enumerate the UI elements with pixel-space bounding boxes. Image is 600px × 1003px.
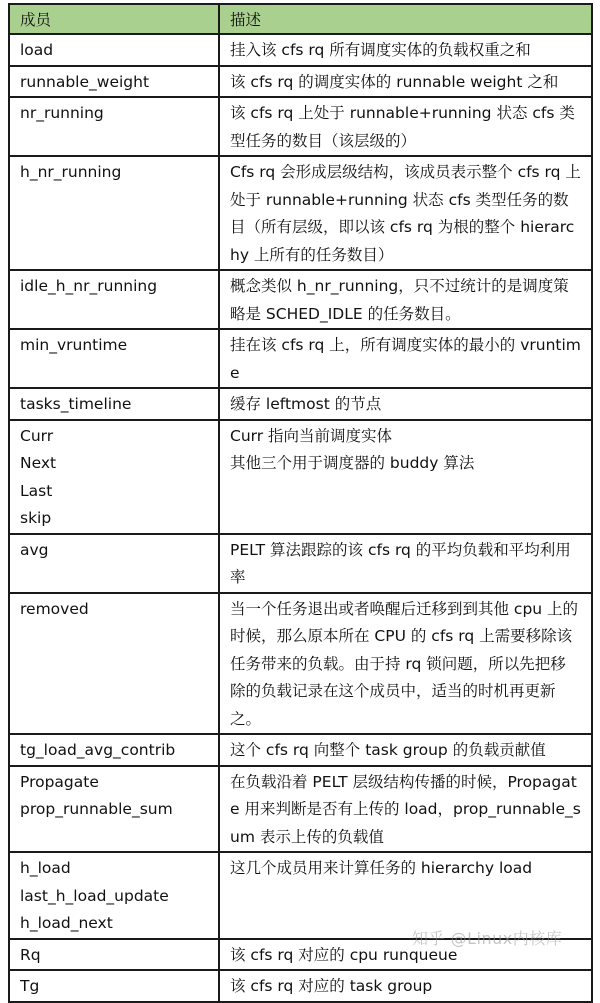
- member-cell: Tg: [9, 970, 219, 1002]
- table-row: [9, 66, 592, 98]
- member-cell: removed: [9, 593, 219, 735]
- table-row: [9, 420, 592, 534]
- table-row: [9, 270, 592, 329]
- member-cell: tasks_timeline: [9, 388, 219, 420]
- table-row: [9, 34, 592, 66]
- description-cell: 这个 cfs rq 向整个 task group 的负载贡献值: [219, 734, 592, 766]
- description-cell: 当一个任务退出或者唤醒后迁移到到其他 cpu 上的时候，那么原本所在 CPU 的 cfs rq 上需要移除该任务带来的负载。由于持 rq 锁问题，所以先把移除的负载记录在这个成员中，适当的时机再更新之。: [219, 593, 592, 735]
- table-row: [9, 156, 592, 270]
- member-cell: Curr Next Last skip: [9, 420, 219, 534]
- description-cell: Curr 指向当前调度实体 其他三个用于调度器的 buddy 算法: [219, 420, 592, 534]
- member-cell: load: [9, 34, 219, 66]
- member-cell: idle_h_nr_running: [9, 270, 219, 329]
- description-cell: Cfs rq 会形成层级结构，该成员表示整个 cfs rq 上处于 runnable+running 状态 cfs 类型任务的数目（所有层级，即以该 cfs rq 为根的整个 hierarchy 上所有的任务数目）: [219, 156, 592, 270]
- description-cell: 该 cfs rq 上处于 runnable+running 状态 cfs 类型任务的数目（该层级的）: [219, 97, 592, 156]
- member-cell: Propagate prop_runnable_sum: [9, 766, 219, 853]
- table-row: [9, 97, 592, 156]
- zhihu-watermark: 知乎 @Linux内核库: [412, 929, 563, 948]
- table-row: [9, 766, 592, 853]
- table-header-row: [9, 4, 592, 34]
- table-row: [9, 939, 592, 971]
- header-description: 描述: [219, 4, 592, 34]
- member-cell: nr_running: [9, 97, 219, 156]
- description-cell: 缓存 leftmost 的节点: [219, 388, 592, 420]
- description-cell: PELT 算法跟踪的该 cfs rq 的平均负载和平均利用率: [219, 534, 592, 593]
- description-cell: 该 cfs rq 对应的 task group: [219, 970, 592, 1002]
- cfs-rq-members-table: [8, 3, 593, 1003]
- table-row: [9, 329, 592, 388]
- description-cell: 这几个成员用来计算任务的 hierarchy load: [219, 852, 592, 939]
- table-row: [9, 734, 592, 766]
- description-cell: 概念类似 h_nr_running，只不过统计的是调度策略是 SCHED_IDLE 的任务数目。: [219, 270, 592, 329]
- description-cell: 挂在该 cfs rq 上，所有调度实体的最小的 vruntime: [219, 329, 592, 388]
- description-cell: 该 cfs rq 的调度实体的 runnable weight 之和: [219, 66, 592, 98]
- description-cell: 挂入该 cfs rq 所有调度实体的负载权重之和: [219, 34, 592, 66]
- table-row: [9, 852, 592, 939]
- description-cell: 在负载沿着 PELT 层级结构传播的时候，Propagate 用来判断是否有上传的 load，prop_runnable_sum 表示上传的负载值: [219, 766, 592, 853]
- member-cell: Rq: [9, 939, 219, 971]
- table-row: [9, 534, 592, 593]
- member-cell: h_load last_h_load_update h_load_next: [9, 852, 219, 939]
- member-cell: tg_load_avg_contrib: [9, 734, 219, 766]
- header-member: 成员: [9, 4, 219, 34]
- table-row: [9, 593, 592, 735]
- member-cell: runnable_weight: [9, 66, 219, 98]
- member-cell: avg: [9, 534, 219, 593]
- table-row: [9, 970, 592, 1002]
- description-cell: 该 cfs rq 对应的 cpu runqueue: [219, 939, 592, 971]
- member-cell: h_nr_running: [9, 156, 219, 270]
- member-cell: min_vruntime: [9, 329, 219, 388]
- table-row: [9, 388, 592, 420]
